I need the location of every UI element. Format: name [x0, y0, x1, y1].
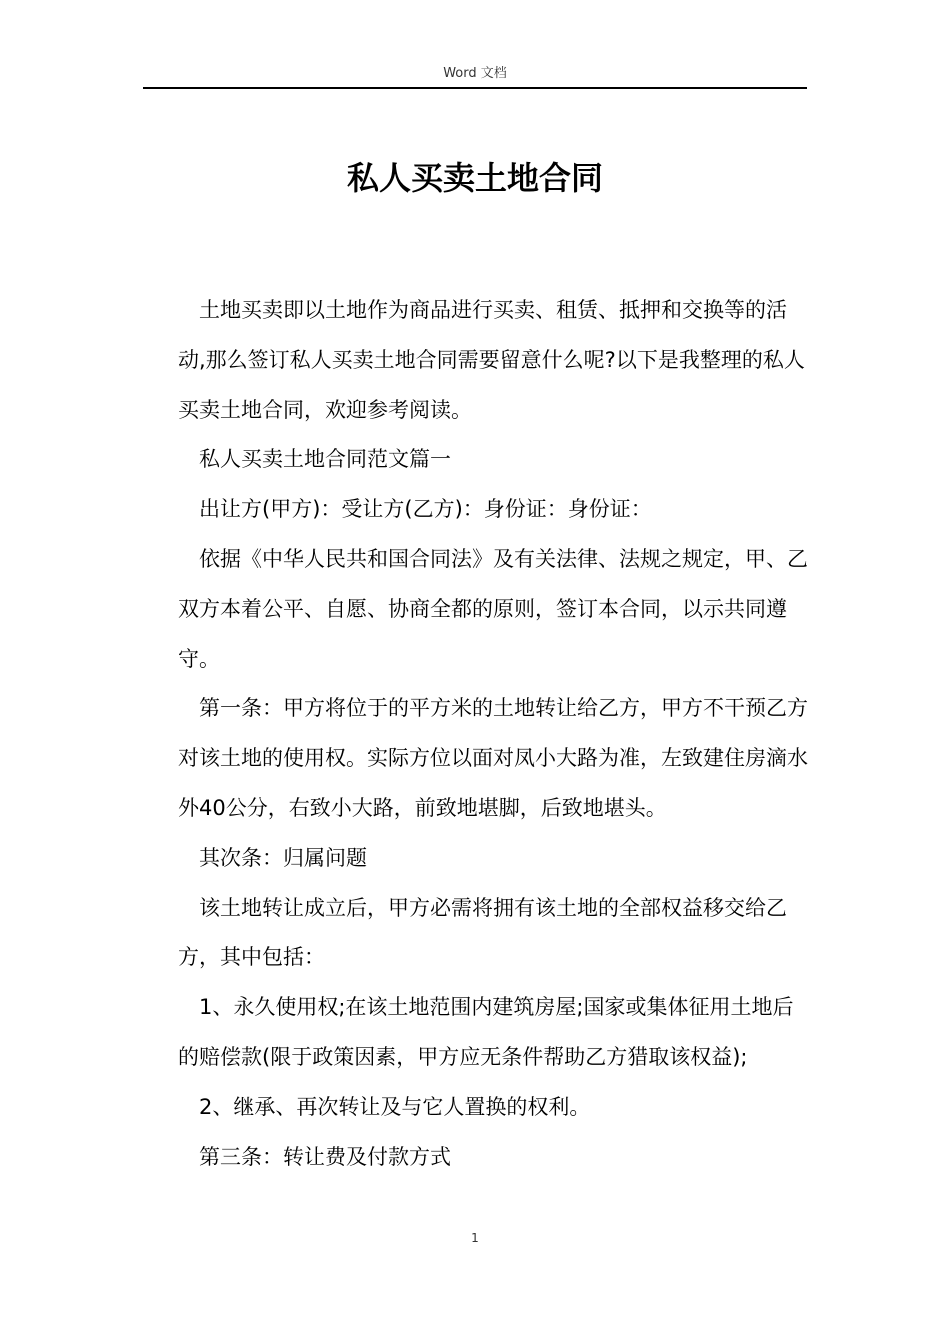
rights-item-one: 1、永久使用权;在该土地范围内建筑房屋;国家或集体征用土地后的赔偿款(限于政策因素，甲方应无条件帮助乙方猎取该权益);	[178, 995, 794, 1069]
article-two-paragraph: 该土地转让成立后，甲方必需将拥有该土地的全部权益移交给乙方，其中包括：	[178, 895, 787, 970]
article-three-heading: 第三条：转让费及付款方式	[199, 1144, 451, 1169]
header-divider	[143, 87, 807, 89]
intro-paragraph: 土地买卖即以土地作为商品进行买卖、租赁、抵押和交换等的活动,那么签订私人买卖土地合同需要留意什么呢?以下是我整理的私人买卖土地合同，欢迎参考阅读。	[178, 298, 805, 422]
rights-item-two: 2、继承、再次转让及与它人置换的权利。	[199, 1094, 591, 1119]
article-one-paragraph: 第一条：甲方将位于的平方米的土地转让给乙方，甲方不干预乙方对该土地的使用权。实际方位以面对凤小大路为准，左致建住房滴水外40公分，右致小大路，前致地堪脚，后致地堪头。	[178, 696, 808, 820]
document-title: 私人买卖土地合同	[346, 159, 603, 197]
page-header-label: Word 文档	[443, 66, 507, 81]
page-number: 1	[471, 1231, 479, 1245]
document-body	[178, 286, 812, 1182]
legal-basis-paragraph: 依据《中华人民共和国合同法》及有关法律、法规之规定，甲、乙双方本着公平、自愿、协商全都的原则，签订本合同，以示共同遵守。	[178, 546, 808, 671]
parties-paragraph: 出让方(甲方)：受让方(乙方)：身份证：身份证：	[199, 497, 652, 522]
article-two-heading: 其次条：归属问题	[199, 845, 367, 870]
sample-heading: 私人买卖土地合同范文篇一	[199, 447, 451, 472]
